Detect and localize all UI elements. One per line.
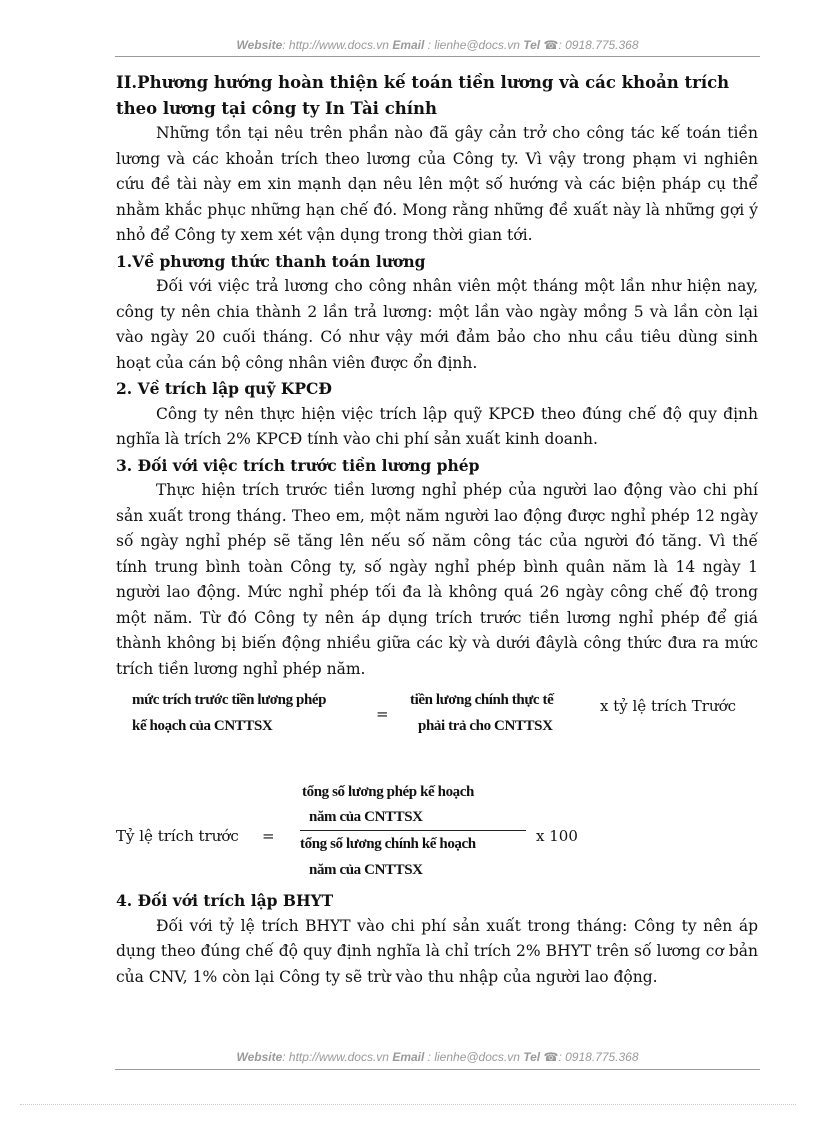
page-header [115,38,760,52]
page-bottom-dotted-rule [20,1104,796,1105]
footer-tel-label: Tel [523,1050,541,1064]
formula2-denominator-line1: tổng số lương chính kế hoạch [300,836,476,852]
header-website-label: Website [236,38,283,52]
formula2-multiplier: x 100 [536,827,578,845]
footer-divider [115,1069,760,1070]
formula1-left-line1: mức trích trước tiền lương phép [132,692,327,708]
header-email-value[interactable]: : lienhe@docs.vn [427,38,520,52]
intro-paragraph: Những tồn tại nêu trên phần nào đã gây cản trở cho công tác kế toán tiền lương và các khoản trích theo lương của Công ty. Vì vậy trong phạm vi nghiên cứu đề tài này em xin mạnh dạn nêu lên một số hướng và các biện pháp cụ thể nhằm khắc phục những hạn chế đó. Mong rằng những đề xuất này là những gợi ý nhỏ để Công ty xem xét vận dụng trong thời gian tới. [116,124,758,244]
section-3-paragraph: Thực hiện trích trước tiền lương nghỉ phép của người lao động vào chi phí sản xuất trong tháng. Theo em, một năm người lao động được nghỉ phép 12 ngày số ngày nghỉ phép sẽ tăng lên nếu số năm công tác của người đó tăng. Vì thế tính trung bình toàn Công ty, số ngày nghỉ phép bình quân năm là 14 ngày 1 người lao động. Mức nghỉ phép tối đa là không quá 26 ngày công chế độ trong một năm. Từ đó Công ty nên áp dụng trích trước tiền lương nghỉ phép để giá thành không bị biến động nhiều giữa các kỳ và dưới đâylà công thức đưa ra mức trích tiền lương nghỉ phép năm. [116,481,758,678]
section-2-paragraph: Công ty nên thực hiện việc trích lập quỹ KPCĐ theo đúng chế độ quy định nghĩa là trích 2% KPCĐ tính vào chi phí sản xuất kinh doanh. [116,404,758,448]
section-1-paragraph: Đối với việc trả lương cho công nhân viên một tháng một lần như hiện nay, công ty nên chia thành 2 lần trả lương: một lần vào ngày mồng 5 và lần còn lại vào ngày 20 cuối tháng. Có như vậy mới đảm bảo cho nhu cầu tiêu dùng sinh hoạt của cán bộ công nhân viên được ổn định. [116,277,758,372]
section-title: II.Phương hướng hoàn thiện kế toán tiền lương và các khoản trích theo lương tại công ty In Tài chính [116,73,730,118]
formula1-right-line1: tiền lương chính thực tế [410,692,554,708]
footer-website-label: Website [236,1050,283,1064]
header-email-label: Email [392,38,425,52]
page-footer [115,1050,760,1064]
formula1-multiplier: x tỷ lệ trích Trước [600,697,737,715]
footer-tel-value: : 0918.775.368 [558,1050,639,1064]
formula-accrual-amount [116,684,758,744]
section-4-paragraph: Đối với tỷ lệ trích BHYT vào chi phí sản xuất trong tháng: Công ty nên áp dụng theo đúng chế độ quy định nghĩa là chỉ trích 2% BHYT trên số lương cơ bản của CNV, 1% còn lại Công ty sẽ trừ vào thu nhập của người lao động. [116,916,758,986]
formula1-equals: = [376,705,389,723]
footer-email-value[interactable]: : lienhe@docs.vn [427,1050,520,1064]
formula2-equals: = [262,827,275,845]
section-4-heading: 4. Đối với trích lập BHYT [116,891,334,910]
formula2-fraction-bar [300,830,526,831]
formula2-numerator-line2: năm của CNTTSX [309,809,423,825]
footer-website-value[interactable]: : http://www.docs.vn [282,1050,389,1064]
section-1-heading: 1.Về phương thức thanh toán lương [116,251,426,271]
formula1-right-line2: phải trả cho CNTTSX [418,718,553,734]
phone-icon: ☎ [543,38,559,52]
header-tel-value: : 0918.775.368 [558,38,639,52]
formula1-left-line2: kế hoạch của CNTTSX [132,718,273,734]
formula2-label: Tỷ lệ trích trước [116,827,239,845]
formula-accrual-rate [116,780,758,880]
formula2-denominator-line2: năm của CNTTSX [309,862,423,878]
formula2-numerator-line1: tổng số lương phép kế hoạch [302,784,474,800]
section-2-heading: 2. Về trích lập quỹ KPCĐ [116,379,332,398]
header-tel-label: Tel [523,38,541,52]
footer-email-label: Email [392,1050,425,1064]
header-divider [115,56,760,57]
document-body [116,70,758,990]
phone-icon: ☎ [543,1050,559,1064]
header-website-value[interactable]: : http://www.docs.vn [282,38,389,52]
section-3-heading: 3. Đối với việc trích trước tiền lương phép [116,455,480,475]
